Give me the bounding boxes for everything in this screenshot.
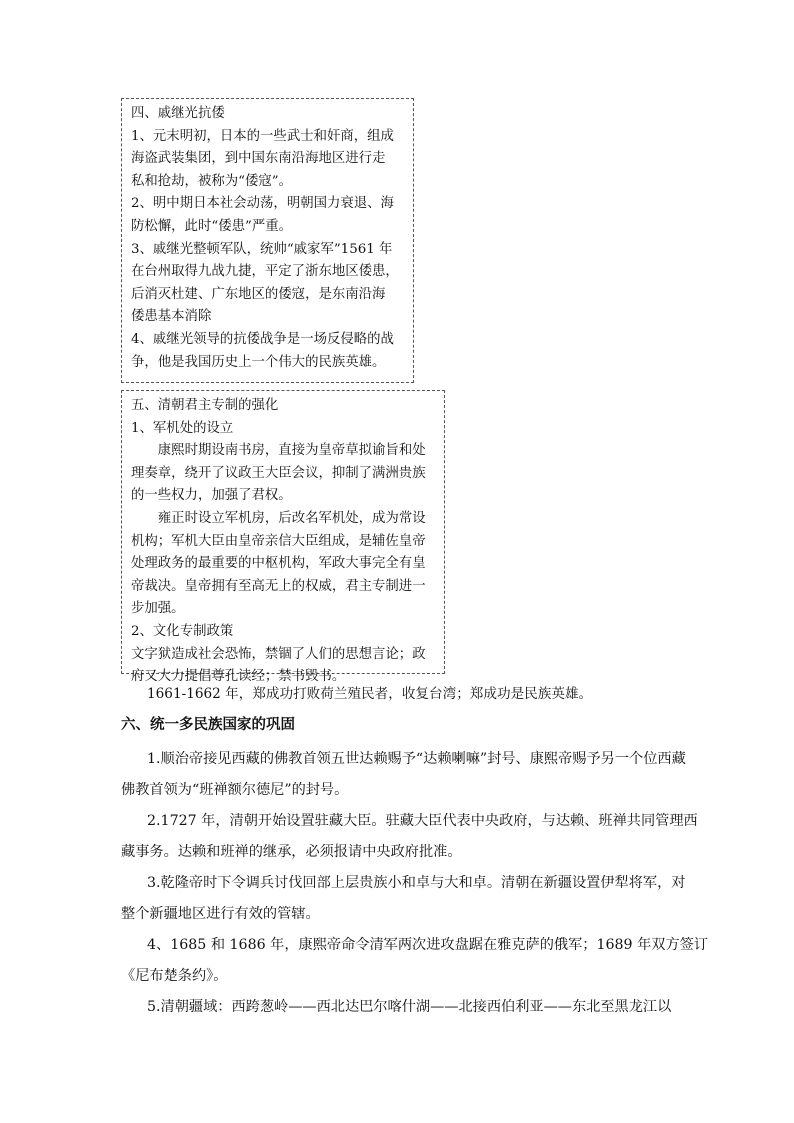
section-four-line: 4、戚继光领导的抗倭战争是一场反侵略的战 (131, 331, 394, 347)
zheng-paragraph (121, 680, 681, 708)
section-four-line: 防松懈，此时“倭患”严重。 (131, 218, 292, 234)
subsection-heading: 1、军机处的设立 (131, 420, 234, 436)
paragraph-line: 佛教首领为“班禅额尔德尼”的封号。 (121, 782, 349, 798)
section-four-line: 后消灭杜建、广东地区的倭寇，是东南沿海 (131, 286, 386, 302)
section-six-heading: 六、统一多民族国家的巩固 (121, 717, 295, 733)
section-five-box (121, 390, 445, 685)
zheng-text: 1661-1662 年，郑成功打败荷兰殖民者，收复台湾；郑成功是民族英雄。 (147, 686, 593, 702)
paragraph-line: 4、1685 和 1686 年，康熙帝命令清军两次进攻盘踞在雅克萨的俄军；1689 年双方签订 (147, 937, 709, 953)
section-four-line: 倭患基本消除 (131, 309, 212, 325)
paragraph-line: 1.顺治帝接见西藏的佛教首领五世达赖赐予“达赖喇嘛”封号、康熙帝赐予另一个位西藏 (147, 751, 686, 767)
section-five-line: 康熙时期设南书房，直接为皇帝草拟谕旨和处 (157, 443, 426, 459)
section-five-line: 的一些权力，加强了君权。 (131, 488, 292, 504)
section-four-line: 海盗武装集团，到中国东南沿海地区进行走 (131, 151, 386, 167)
section-four-line: 争，他是我国历史上一个伟大的民族英雄。 (131, 354, 386, 370)
section-five-line: 步加强。 (131, 601, 185, 617)
paragraph-4 (121, 930, 709, 992)
section-five-line: 处理政务的最重要的中枢机构，军政大事完全有皇 (131, 556, 426, 572)
section-five-line: 帝裁决。皇帝拥有至高无上的权威，君主专制进一 (131, 578, 426, 594)
section-five-line: 理奏章，绕开了议政王大臣会议，抑制了满洲贵族 (131, 465, 426, 481)
section-four-box (121, 98, 414, 383)
paragraph-line: 2.1727 年，清朝开始设置驻藏大臣。驻藏大臣代表中央政府，与达赖、班禅共同管理西 (147, 813, 698, 829)
section-five-line: 文字狱造成社会恐怖，禁锢了人们的思想言论；政 (131, 646, 426, 662)
section-five-line: 雍正时设立军机房，后改名军机处，成为常设 (157, 510, 426, 526)
paragraph-line: 3.乾隆帝时下令调兵讨伐回部上层贵族小和卓与大和卓。清朝在新疆设置伊犁将军，对 (147, 875, 686, 891)
paragraph-line: 整个新疆地区进行有效的管辖。 (121, 906, 320, 922)
paragraph-line: 《尼布楚条约》。 (121, 968, 228, 984)
section-four-line: 3、戚继光整顿军队，统帅“戚家军”1561 年 (131, 241, 393, 257)
paragraph-1 (121, 744, 686, 806)
paragraph-3 (121, 868, 686, 930)
section-four-line: 在台州取得九战九捷，平定了浙东地区倭患， (131, 264, 399, 280)
section-five-line: 府又大力提倡尊孔读经；禁书毁书。 (131, 669, 346, 685)
section-five-title: 五、清朝君主专制的强化 (131, 398, 279, 413)
section-five-line: 机构；军机大臣由皇帝亲信大臣组成，是辅佐皇帝 (131, 533, 426, 549)
section-four-line: 2、明中期日本社会动荡，明朝国力衰退、海 (131, 196, 394, 212)
section-four-line: 私和抢劫，被称为“倭寇”。 (131, 173, 292, 189)
section-four-title: 四、戚继光抗倭 (131, 106, 225, 121)
paragraph-5 (121, 992, 681, 1023)
section-four-line: 1、元末明初，日本的一些武士和奸商，组成 (131, 128, 394, 144)
subsection-heading: 2、文化专制政策 (131, 623, 234, 639)
paragraph-line: 藏事务。达赖和班禅的继承，必须报请中央政府批准。 (121, 844, 462, 860)
paragraph-line: 5.清朝疆域：西跨葱岭——西北达巴尔喀什湖——北接西伯利亚——东北至黑龙江以 (147, 999, 672, 1015)
paragraph-2 (121, 806, 698, 868)
